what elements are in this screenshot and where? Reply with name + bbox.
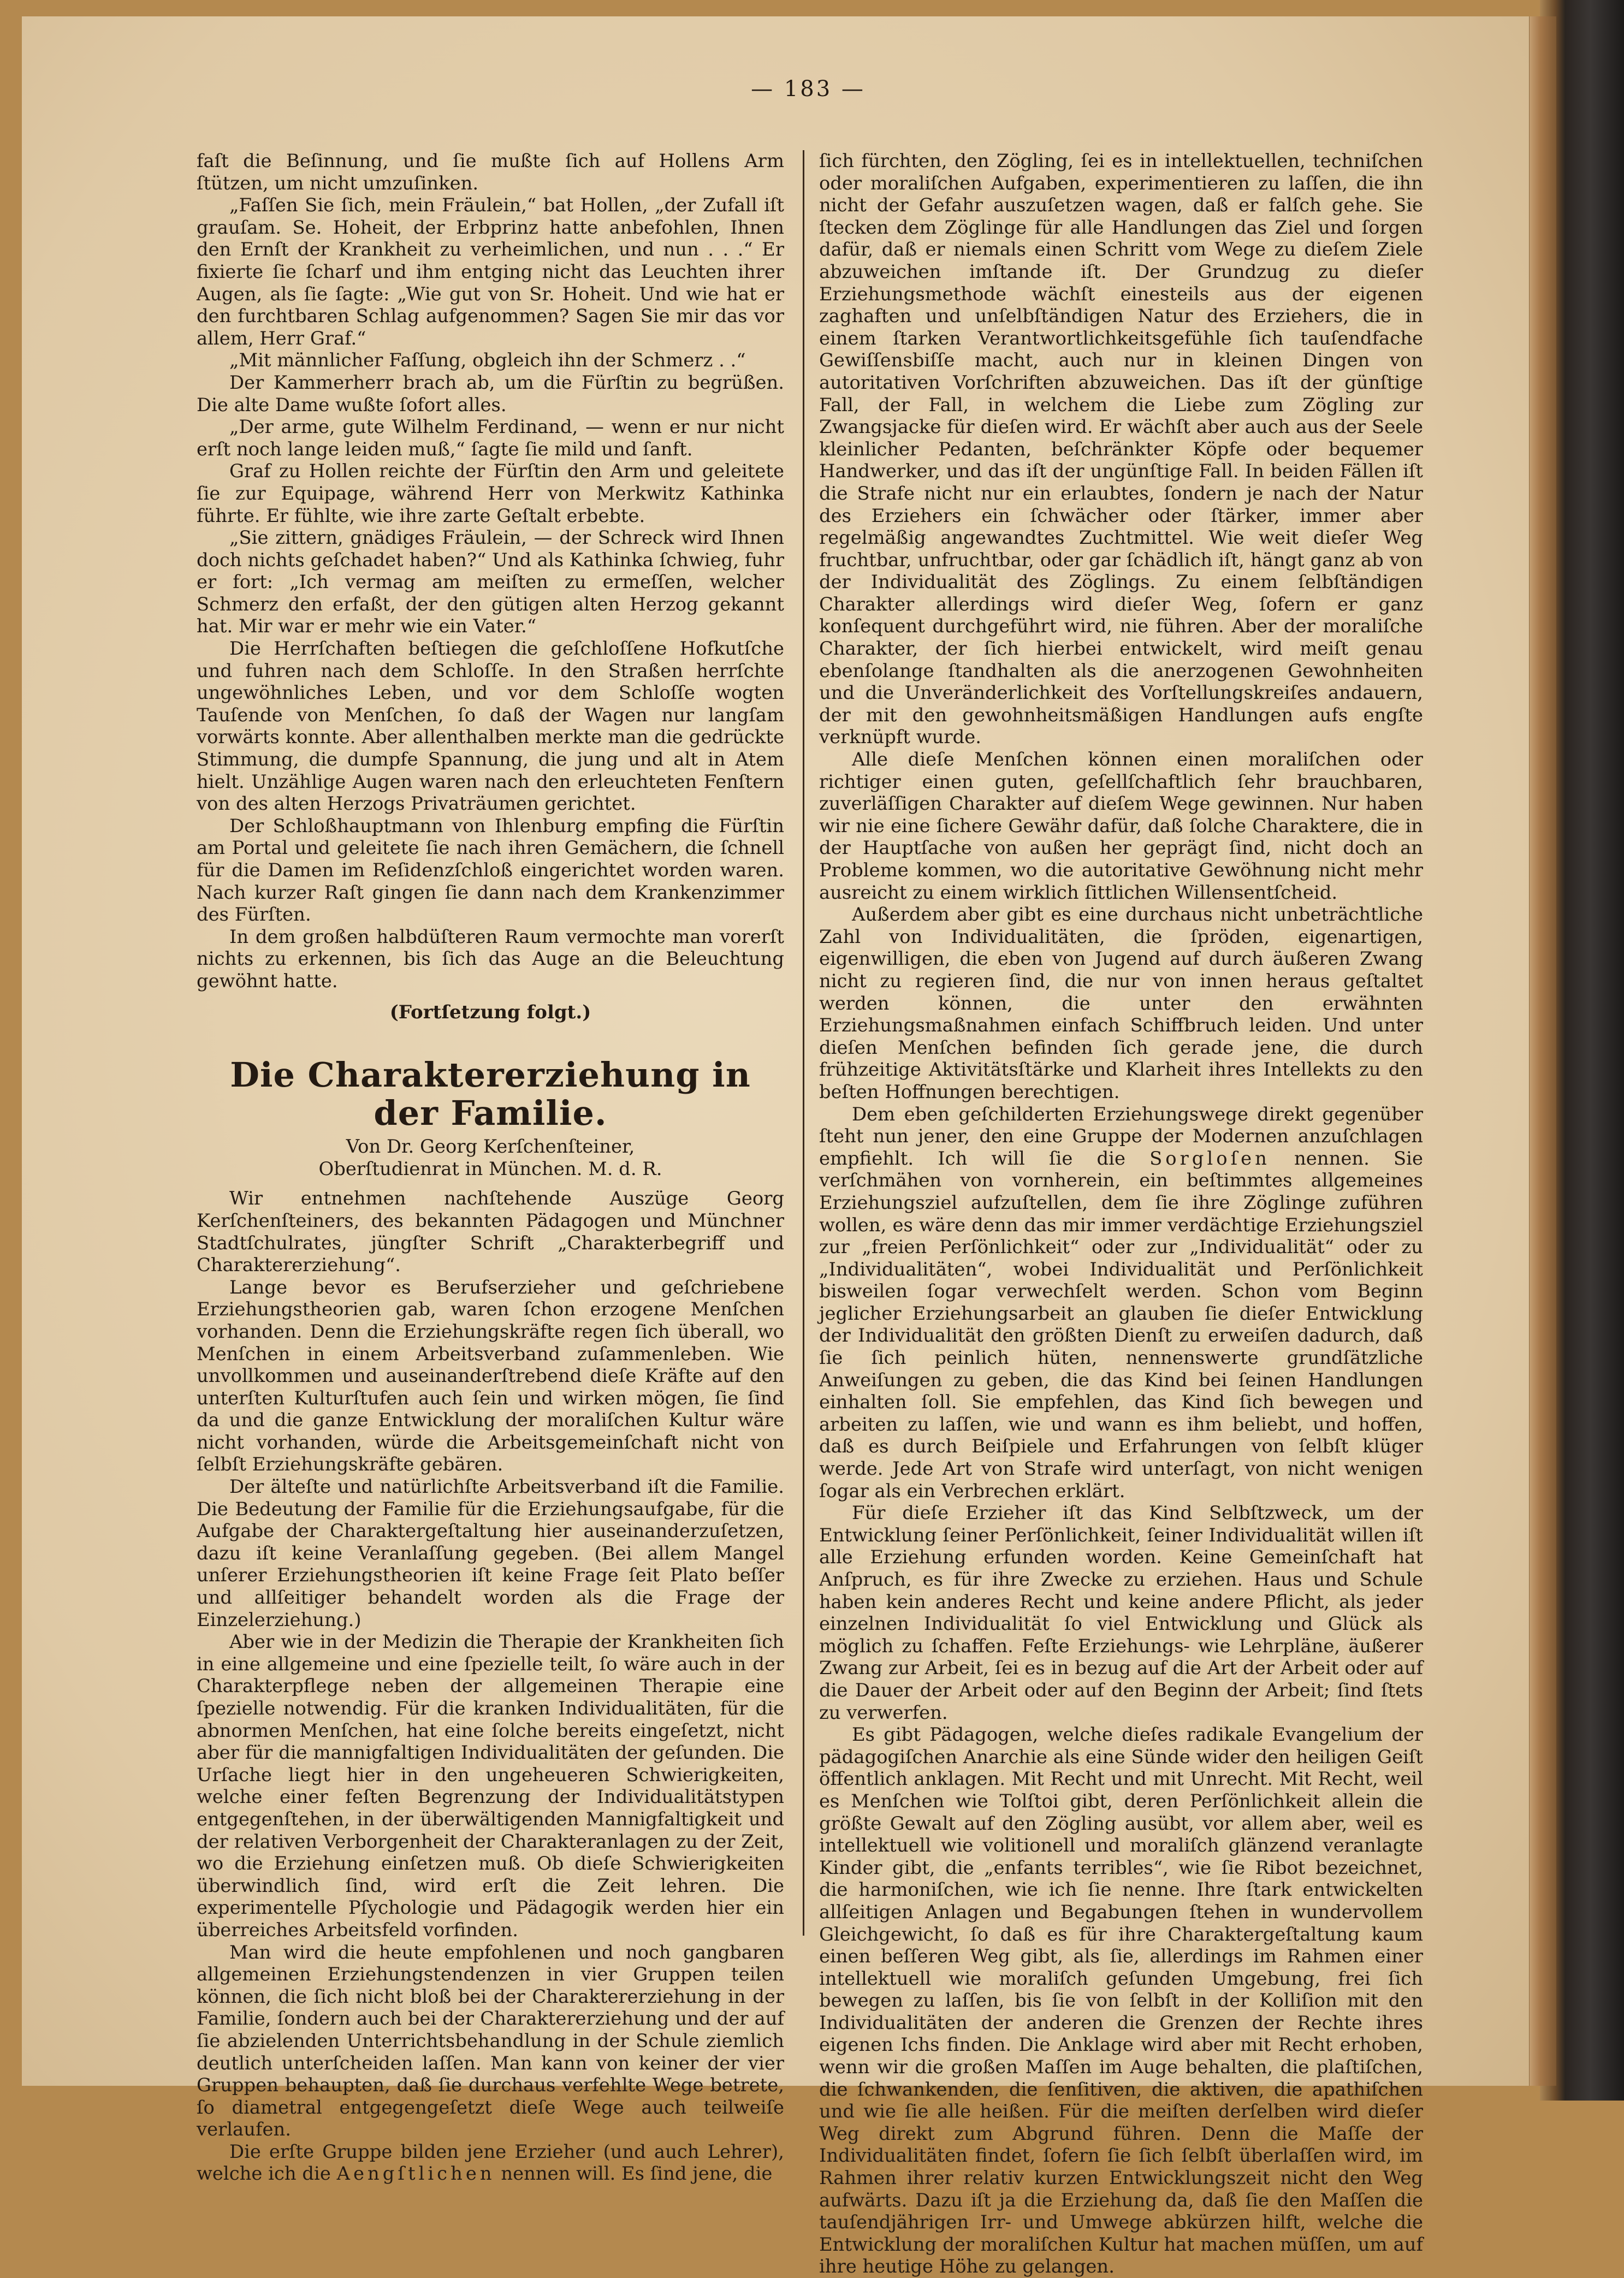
right-column [819,150,1423,2278]
continuation-note: (Fortſetzung folgt.) [389,1001,591,1023]
paragraph: Außerdem aber gibt es eine durchaus nicht unbeträchtliche Zahl von Individualitäten, die ſpröden, eigenartigen, eigenwilligen, die eben von Jugend auf durch äußeren Zwang nicht zu regieren ſind, die nur von innen heraus geſtaltet werden können, die unter den erwähnten Erziehungsmaßnahmen einfach Schiffbruch leiden. Und unter dieſen Menſchen befinden ſich gerade jene, die durch frühzeitige Aktivitätsſtärke und Klarheit ihres Intellekts zu den beſten Hoffnungen berechtigen. [819,904,1423,1102]
paragraph [819,1104,1423,1503]
paragraph: ſich fürchten, den Zögling, ſei es in intellektuellen, techniſchen oder moraliſchen Aufgaben, experimentieren zu laſſen, die ihn nicht der Gefahr auszuſetzen wagen, daß er falſch gehe. Sie ſtecken dem Zöglinge für alle Handlungen das Ziel und ſorgen dafür, daß er niemals einen Schritt vom Wege zu dieſem Ziele abzuweichen imſtande iſt. Der Grundzug zu dieſer Erziehungsmethode wächſt einesteils aus der eigenen zaghaften und unſelbſtändigen Natur des Erziehers, die in einem ſtarken Verantwortlichkeitsgefühle ſich tauſendfache Gewiſſensbiſſe macht, auch nur in kleinen Dingen von autoritativen Vorſchriften abzuweichen. Das iſt der günſtige Fall, der Fall, in welchem die Liebe zum Zögling zur Zwangsjacke für dieſen wird. Er wächſt aber auch aus der Seele kleinlicher Pedanten, beſchränkter Köpfe oder bequemer Handwerker, und das iſt der ungünſtige Fall. In beiden Fällen iſt die Strafe nicht nur ein erlaubtes, ſondern je nach der Natur des Erziehers ein ſchwächer oder ſtärker, immer aber regelmäßig angewandtes Zuchtmittel. Wie weit dieſer Weg fruchtbar, unfruchtbar, oder gar ſchädlich iſt, hängt ganz ab von der Individualität des Zöglings. Zu einem ſelbſtändigen Charakter allerdings wird dieſer Weg, ſofern er ganz konſequent durchgeführt wird, nie führen. Aber der moraliſche Charakter, der ſich hierbei entwickelt, wird meiſt genau ebenſolange ſtandhalten als die anerzogenen Gewohnheiten und die Unveränderlichkeit des Vorſtellungskreiſes andauern, der mit den gewohnheitsmäßigen Handlungen aufs engſte verknüpft wurde. [819,150,1423,748]
paragraph: Graf zu Hollen reichte der Fürſtin den Arm und geleitete ſie zur Equipage, während Herr von Merkwitz Kathinka führte. Er fühlte, wie ihre zarte Geſtalt erbebte. [197,460,784,526]
paragraph: Wir entnehmen nachſtehende Auszüge Georg Kerſchenſteiners, des bekannten Pädagogen und Münchner Stadtſchulrates, jüngſter Schrift „Charakterbegriff und Charaktererziehung“. [197,1188,784,1276]
column-rule [803,150,804,1936]
paragraph: In dem großen halbdüſteren Raum vermochte man vorerſt nichts zu erkennen, bis ſich das Auge an die Beleuchtung gewöhnt hatte. [197,926,784,992]
book-page [22,16,1530,2277]
paragraph: Lange bevor es Berufserzieher und geſchriebene Erziehungstheorien gab, waren ſchon erzogene Menſchen vorhanden. Denn die Erziehungskräfte regen ſich überall, wo Menſchen in einem Arbeitsverband zuſammenleben. Wie unvollkommen und auseinanderſtrebend dieſe Kräfte auf den unterſten Kulturſtufen auch ſein und wirken mögen, ſie ſind da und die ganze Entwicklung der moraliſchen Kultur wäre nicht vorhanden, würde die Arbeitsgemeinſchaft nicht von ſelbſt Erziehungskräfte gebären. [197,1276,784,1475]
paragraph: „Faſſen Sie ſich, mein Fräulein,“ bat Hollen, „der Zufall iſt grauſam. Se. Hoheit, der Erbprinz hatte anbefohlen, Ihnen den Ernſt der Krankheit zu verheimlichen, und nun . . .“ Er fixierte ſie ſcharf und ihm entging nicht das Leuchten ihrer Augen, als ſie ſagte: „Wie gut von Sr. Hoheit. Und wie hat er den furchtbaren Schlag aufgenommen? Sagen Sie mir das vor allem, Herr Graf.“ [197,194,784,349]
text-run: nennen will. Es ſind jene, die [495,2163,773,2185]
author-byline: Von Dr. Georg Kerſchenſteiner, [346,1136,635,1158]
text-run: Dem eben geſchilderten Erziehungswege direkt gegenüber ſteht nun jener, den eine Gruppe der Modernen anzuſchlagen empfiehlt. Ich will ſie die [819,1103,1423,1169]
paragraph: Man wird die heute empfohlenen und noch gangbaren allgemeinen Erziehungstendenzen in vier Gruppen teilen können, die ſich nicht bloß bei der Charaktererziehung in der Familie, ſondern auch bei der Charaktererziehung und der auf ſie abzielenden Unterrichtsbehandlung in der Schule ziemlich deutlich unterſcheiden laſſen. Man kann von keiner der vier Gruppen behaupten, daß ſie durchaus verfehlte Wege betrete, ſo diametral entgegengeſetzt dieſe Wege auch teilweiſe verlaufen. [197,1941,784,2140]
paragraph: „Mit männlicher Faſſung, obgleich ihn der Schmerz . .“ [229,349,746,371]
page-number: — 183 — [751,76,866,102]
paragraph: Es gibt Pädagogen, welche dieſes radikale Evangelium der pädagogiſchen Anarchie als eine Sünde wider den heiligen Geiſt öffentlich anklagen. Mit Recht und mit Unrecht. Mit Recht, weil es Menſchen wie Tolſtoi gibt, deren Perſönlichkeit allein die größte Gewalt auf den Zögling ausübt, vor allem aber, weil es intellektuell wie volitionell und moraliſch glänzend veranlagte Kinder gibt, die „enfants terribles“, wie ſie Ribot bezeichnet, die harmoniſchen, wie ich ſie nenne. Ihre ſtark entwickelten allſeitigen Anlagen und Begabungen ſtehen in wundervollem Gleichgewicht, ſo daß es für ihre Charaktergeſtaltung kaum einen beſſeren Weg gibt, als ſie, allerdings im Rahmen einer intellektuell wie moraliſch geſunden Umgebung, frei ſich bewegen zu laſſen, bis ſie von ſelbſt in der Kolliſion mit den Individualitäten der anderen die Grenzen der Rechte ihres eigenen Ichs finden. Die Anklage wird aber mit Recht erhoben, wenn wir die großen Maſſen im Auge behalten, die plaſtiſchen, die ſchwankenden, die ſenſitiven, die aktiven, die apathiſchen und wie ſie alle heißen. Für die meiſten derſelben wird dieſer Weg direkt zum Abgrund führen. Denn die Maſſe der Individualitäten findet, ſofern ſie ſich ſelbſt überlaſſen wird, im Rahmen ihrer relativ kurzen Entwicklungszeit nicht den Weg aufwärts. Dazu iſt ja die Erziehung da, daß ſie den Maſſen die tauſendjährigen Irr- und Umwege abkürzen hilft, welche die Entwicklung der moraliſchen Kultur hat machen müſſen, um auf ihre heutige Höhe zu gelangen. [819,1724,1423,2277]
paragraph: Die Herrſchaften beſtiegen die geſchloſſene Hofkutſche und fuhren nach dem Schloſſe. In den Straßen herrſchte ungewöhnliches Leben, und vor dem Schloſſe wogten Tauſende von Menſchen, ſo daß der Wagen nur langſam vorwärts konnte. Aber allenthalben merkte man die gedrückte Stimmung, die dumpfe Spannung, die jung und alt in Atem hielt. Unzählige Augen waren nach den erleuchteten Fenſtern von des alten Herzogs Privaträumen gerichtet. [197,638,784,815]
article-title: Die Charaktererziehung in der Familie. [230,1055,751,1134]
text-run: nennen. Sie verſchmähen von vornherein, ein beſtimmtes allgemeines Erziehungsziel aufzuſtellen, dem ſie ihre Zöglinge zuführen wollen, es wäre denn das mir immer verdächtige Erziehungsziel zur „freien Perſönlichkeit“ oder zur „Individualität“ oder zu „Individualitäten“, wobei Individualität und Perſönlichkeit bisweilen ſogar verwechſelt werden. Schon vom Beginn jeglicher Erziehungsarbeit an glauben ſie dieſer Entwicklung der Individualität den größten Dienſt zu erweiſen dadurch, daß ſie ſich peinlich hüten, nennenswerte grundſätzliche Anweiſungen zu geben, die das Kind bei ſeinen Handlungen einhalten ſoll. Sie empfehlen, das Kind ſich bewegen und arbeiten zu laſſen, wie und wann es ihm beliebt, und hoffen, daß es durch Beiſpiele und Erfahrungen von ſelbſt klüger werde. Jede Art von Strafe wird unterſagt, von nicht wenigen ſogar als ein Verbrechen erklärt. [819,1147,1423,1502]
paragraph: „Sie zittern, gnädiges Fräulein, — der Schreck wird Ihnen doch nichts geſchadet haben?“ Und als Kathinka ſchwieg, fuhr er fort: „Ich vermag am meiſten zu ermeſſen, welcher Schmerz den erfaßt, der den gütigen alten Herzog gekannt hat. Mir war er mehr wie ein Vater.“ [197,527,784,637]
left-column [197,150,784,2185]
emphasized-term: Aengſtlichen [336,2163,495,2185]
emphasized-term: Sorgloſen [1149,1147,1270,1169]
paragraph: Der Schloßhauptmann von Ihlenburg empfing die Fürſtin am Portal und geleitete ſie nach ihren Gemächern, die ſchnell für die Damen im Reſidenzſchloß eingerichtet worden waren. Nach kurzer Raſt gingen ſie dann nach dem Krankenzimmer des Fürſten. [197,815,784,926]
paragraph: Der älteſte und natürlichſte Arbeitsverband iſt die Familie. Die Bedeutung der Familie für die Erziehungsaufgabe, für die Aufgabe der Charaktergeſtaltung hier auseinanderzuſetzen, dazu iſt keine Veranlaſſung gegeben. (Bei allem Mangel unſerer Erziehungstheorien iſt keine Frage ſeit Plato beſſer und allſeitiger behandelt worden als die Frage der Einzelerziehung.) [197,1476,784,1630]
paragraph: faſt die Beſinnung, und ſie mußte ſich auf Hollens Arm ſtützen, um nicht umzuſinken. [197,150,784,194]
author-title: Oberſtudienrat in München. M. d. R. [318,1158,662,1179]
paragraph: Für dieſe Erzieher iſt das Kind Selbſtzweck, um der Entwicklung ſeiner Perſönlichkeit, ſeiner Individualität willen iſt alle Erziehung erfunden worden. Keine Gemeinſchaft hat Anſpruch, es für ihre Zwecke zu erziehen. Haus und Schule haben kein anderes Recht und keine andere Pflicht, als jeder einzelnen Individualität ſo viel Entwicklung und Glück als möglich zu ſchaffen. Feſte Erziehungs- wie Lehrpläne, äußerer Zwang zur Arbeit, ſei es in bezug auf die Art der Arbeit oder auf die Dauer der Arbeit oder auf den Beginn der Arbeit; ſind ſtets zu verwerfen. [819,1502,1423,1723]
paragraph: Aber wie in der Medizin die Therapie der Krankheiten ſich in eine allgemeine und eine ſpezielle teilt, ſo wäre auch in der Charakterpflege neben der allgemeinen Therapie eine ſpezielle notwendig. Für die kranken Individualitäten, für die abnormen Menſchen, hat eine ſolche bereits eingeſetzt, nicht aber für die mannigfaltigen Individualitäten der geſunden. Die Urſache liegt hier in den ungeheueren Schwierigkeiten, welche einer feſten Begrenzung der Individualitätstypen entgegenſtehen, in der überwältigenden Mannigfaltigkeit und der relativen Verborgenheit der Charakteranlagen zu der Zeit, wo die Erziehung einſetzen muß. Ob dieſe Schwierigkeiten überwindlich ſind, wird erſt die Zeit lehren. Die experimentelle Pſychologie und Pädagogik werden hier ein überreiches Arbeitsfeld vorfinden. [197,1631,784,1941]
paragraph: Alle dieſe Menſchen können einen moraliſchen oder richtiger einen guten, geſellſchaftlich ſehr brauchbaren, zuverläſſigen Charakter auf dieſem Wege gewinnen. Nur haben wir nie eine ſichere Gewähr dafür, daß ſolche Charaktere, die in der Hauptſache von außen her geprägt ſind, nicht doch an Probleme kommen, wo die autoritative Gewöhnung nicht mehr ausreicht zu einem wirklich ſittlichen Willensentſcheid. [819,749,1423,903]
paragraph [197,2141,784,2185]
text-run: Die erſte Gruppe bilden jene Erzieher (und auch Lehrer), welche ich die [197,2140,784,2185]
paragraph: Der Kammerherr brach ab, um die Fürſtin zu begrüßen. Die alte Dame wußte ſofort alles. [197,371,784,416]
paragraph: „Der arme, gute Wilhelm Ferdinand, — wenn er nur nicht erſt noch lange leiden muß,“ ſagte ſie mild und ſanft. [197,416,784,460]
